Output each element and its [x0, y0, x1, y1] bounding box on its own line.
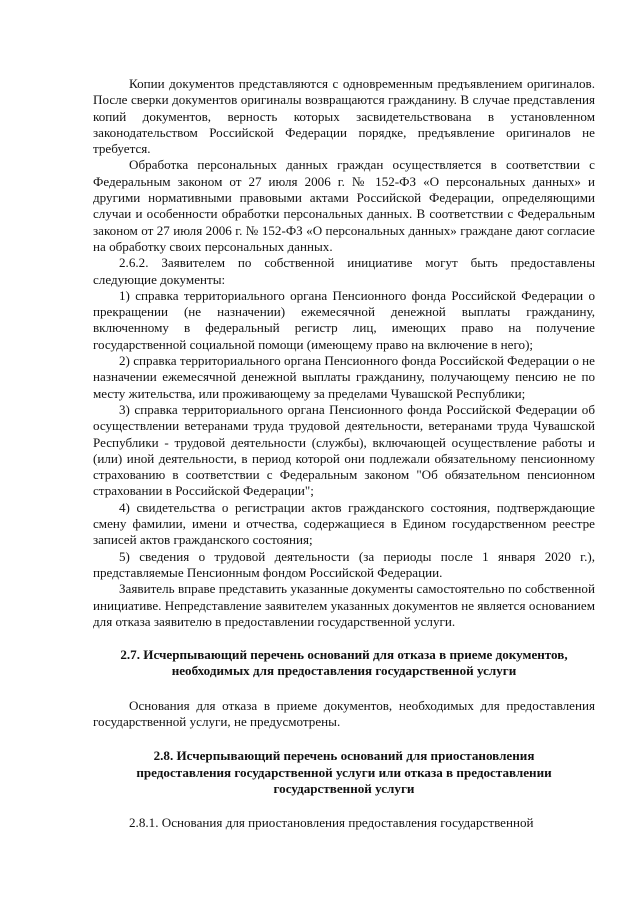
list-item-5: 5) сведения о трудовой деятельности (за периоды после 1 января 2020 г.), представляемые Пенсионным фондом Российской Федерации.	[93, 548, 595, 580]
section-2-8-heading-line3: государственной услуги	[273, 780, 415, 796]
section-2-7-heading: 2.7. Исчерпывающий перечень оснований для отказа в приеме документов, необходимых для предоставления государственной услуги	[120, 647, 568, 679]
section-2-7-body: Основания для отказа в приеме документов, необходимых для предоставления государственной услуги, не предусмотрены.	[93, 697, 595, 729]
section-2-8-1-body: 2.8.1. Основания для приостановления предоставления государственной	[129, 815, 534, 831]
list-item-4: 4) свидетельства о регистрации актов гражданского состояния, подтверждающие смену фамилии, имени и отчества, содержащиеся в Едином государственном реестре записей актов гражданского состояния;	[93, 499, 595, 548]
list-item-3: 3) справка территориального органа Пенсионного фонда Российской Федерации об осуществлении ветеранами труда трудовой деятельности, ветеранами труда Чувашской Республики - трудовой деятельности (службы), включающей осуществление работы и (или) иной деятельности, в период которой они подлежали обязательному пенсионному страхованию в соответствии с Федеральным законом "Об обязательном пенсионном страховании в Российской Федерации";	[93, 401, 595, 499]
list-item-2: 2) справка территориального органа Пенсионного фонда Российской Федерации о не назначении ежемесячной денежной выплаты гражданину, получающему пенсию не по месту жительства, или проживающему за пределами Чувашской Республики;	[93, 353, 595, 401]
paragraph-2-6-2: 2.6.2. Заявителем по собственной инициативе могут быть предоставлены следующие документы:	[93, 255, 595, 287]
paragraph-copies: Копии документов представляются с одновременным предъявлением оригиналов. После сверки документов оригиналы возвращаются гражданину. В случае представления копий документов, верность которых засвидетельствована в установленном законодательством Российской Федерации порядке, предъявление оригиналов не требуется.	[93, 76, 595, 157]
list-item-1: 1) справка территориального органа Пенсионного фонда Российской Федерации о прекращении (не назначении) ежемесячной денежной выплаты гражданину, включенному в федеральный регистр лиц, имеющих право на получение государственной социальной помощи (имеющему право на включение в него);	[93, 287, 595, 352]
document-page	[93, 76, 595, 831]
section-2-8-heading-line1: 2.8. Исчерпывающий перечень оснований для приостановления	[153, 748, 535, 764]
section-2-8-heading	[93, 748, 595, 797]
paragraph-applicant-right: Заявитель вправе представить указанные документы самостоятельно по собственной инициативе. Непредставление заявителем указанных документов не является основанием для отказа заявителю в предоставлении государственной услуги.	[93, 581, 595, 629]
paragraph-personal-data: Обработка персональных данных граждан осуществляется в соответствии с Федеральным законом от 27 июля 2006 г. № 152-ФЗ «О персональных данных» и другими нормативными правовыми актами Российской Федерации, определяющими случаи и особенности обработки персональных данных. В соответствии с Федеральным законом от 27 июля 2006 г. № 152-ФЗ «О персональных данных» гражданe дают согласие на обработку своих персональных данных.	[93, 157, 595, 254]
section-2-8-heading-line2: предоставления государственной услуги или отказа в предоставлении	[136, 764, 552, 780]
